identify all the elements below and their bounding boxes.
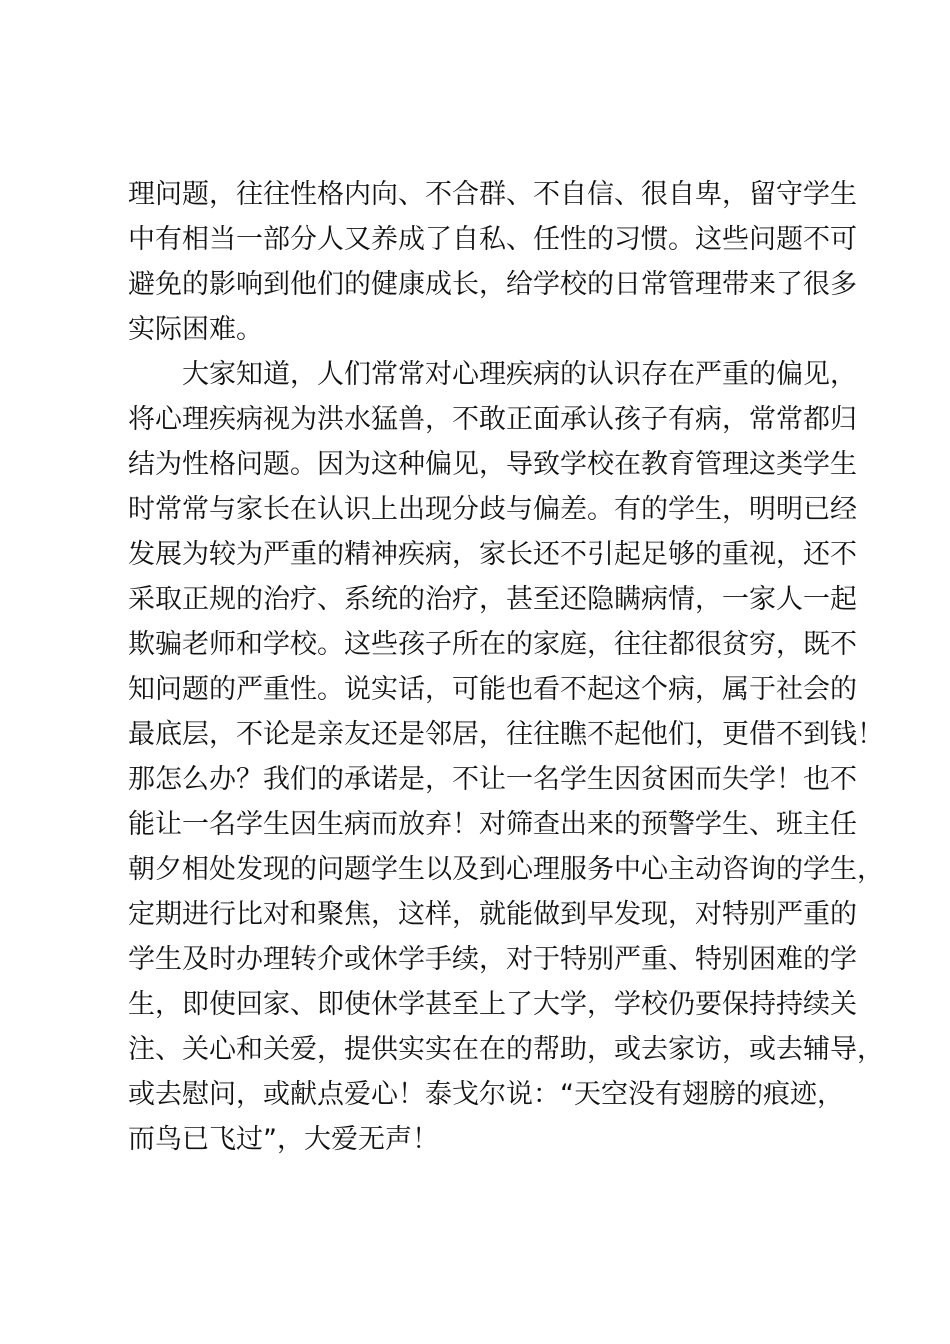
text-line: 采取正规的治疗、系统的治疗，甚至还隐瞒病情，一家人一起 [128,584,857,615]
text-line: 大家知道，人们常常对心理疾病的认识存在严重的偏见， [182,359,857,390]
text-line: 朝夕相处发现的问题学生以及到心理服务中心主动咨询的学生， [128,854,884,885]
text-line: 能让一名学生因生病而放弃！对筛查出来的预警学生、班主任 [128,809,857,840]
text-line: 中有相当一部分人又养成了自私、任性的习惯。这些问题不可 [128,224,857,255]
paragraph-1 [128,172,868,352]
text-line: 定期进行比对和聚焦，这样，就能做到早发现，对特别严重的 [128,899,857,930]
text-line: 学生及时办理转介或休学手续，对于特别严重、特别困难的学 [128,944,857,975]
text-line: 或去慰问，或献点爱心！泰戈尔说：“天空没有翅膀的痕迹， [128,1079,844,1110]
text-line: 实际困难。 [128,314,263,345]
text-line: 欺骗老师和学校。这些孩子所在的家庭，往往都很贫穷，既不 [128,629,857,660]
text-line: 注、关心和关爱，提供实实在在的帮助，或去家访，或去辅导， [128,1034,884,1065]
text-line: 发展为较为严重的精神疾病，家长还不引起足够的重视，还不 [128,539,857,570]
text-line: 结为性格问题。因为这种偏见，导致学校在教育管理这类学生 [128,449,857,480]
text-line: 理问题，往往性格内向、不合群、不自信、很自卑，留守学生 [128,179,857,210]
text-line: 而鸟已飞过”，大爱无声！ [128,1124,439,1155]
text-line: 知问题的严重性。说实话，可能也看不起这个病，属于社会的 [128,674,857,705]
text-line: 将心理疾病视为洪水猛兽，不敢正面承认孩子有病，常常都归 [128,404,857,435]
text-line: 最底层，不论是亲友还是邻居，往往瞧不起他们，更借不到钱！ [128,719,884,750]
text-line: 时常常与家长在认识上出现分歧与偏差。有的学生，明明已经 [128,494,857,525]
text-line: 避免的影响到他们的健康成长，给学校的日常管理带来了很多 [128,269,857,300]
paragraph-2 [128,352,884,1162]
text-line: 生，即使回家、即使休学甚至上了大学，学校仍要保持持续关 [128,989,857,1020]
body-text [128,172,884,1162]
text-line: 那怎么办？我们的承诺是，不让一名学生因贫困而失学！也不 [128,764,857,795]
